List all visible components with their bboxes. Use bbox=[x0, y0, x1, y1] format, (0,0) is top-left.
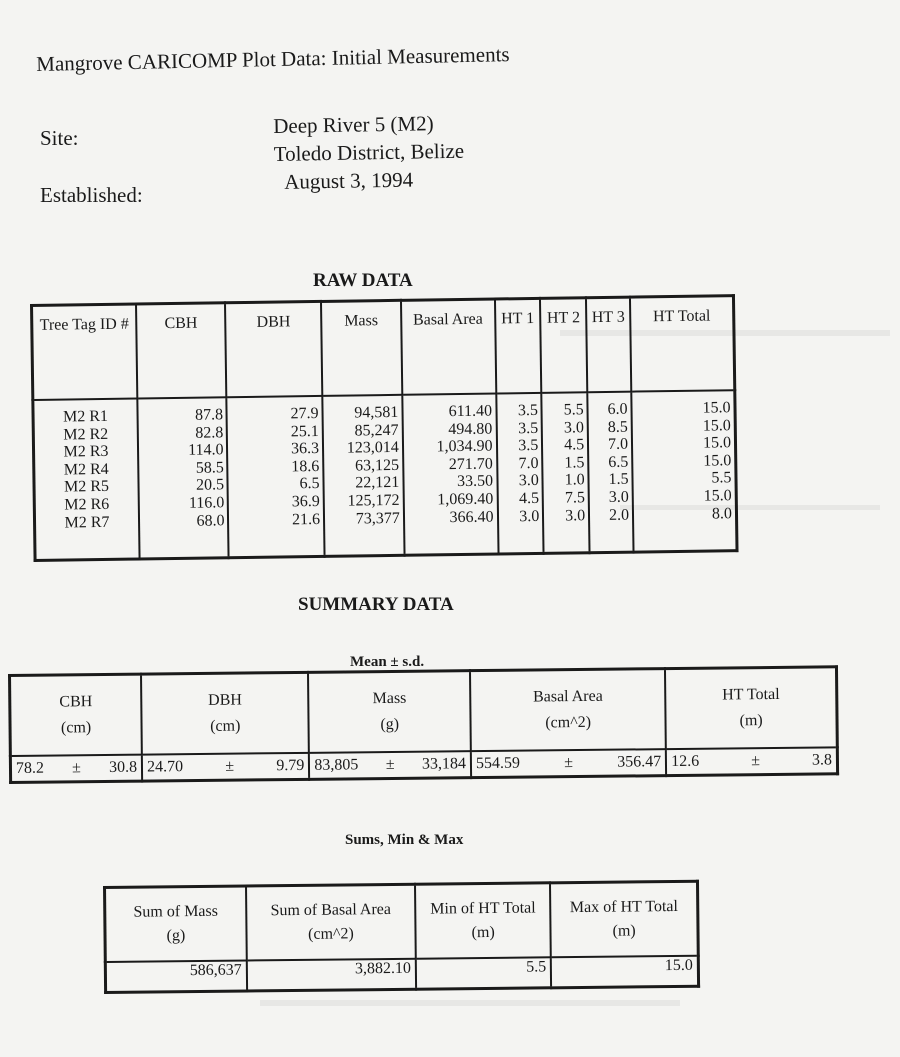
cell: 36.9 bbox=[291, 492, 320, 511]
raw-data-table bbox=[30, 294, 739, 562]
mean-value: 12.6 bbox=[671, 752, 700, 771]
col-dbh bbox=[227, 396, 325, 558]
col-cbh bbox=[137, 397, 229, 559]
summary-header-cbh bbox=[10, 674, 142, 756]
sums-header-min-ht bbox=[415, 883, 551, 959]
cell: 3.5 bbox=[518, 419, 539, 437]
col-name: Sum of Mass bbox=[133, 902, 219, 921]
cell: 8.0 bbox=[711, 504, 733, 523]
col-unit: (cm) bbox=[60, 719, 92, 737]
site-label: Site: bbox=[40, 126, 79, 150]
cell: 7.0 bbox=[518, 454, 539, 472]
col-header-basal-area: Basal Area bbox=[401, 299, 496, 395]
col-basal-area bbox=[402, 394, 498, 556]
col-ht2 bbox=[542, 392, 590, 553]
cell: 73,377 bbox=[355, 509, 400, 528]
sd-value: 30.8 bbox=[108, 758, 138, 776]
summary-table bbox=[8, 665, 839, 784]
mean-value: 24.70 bbox=[146, 758, 184, 776]
cell: 15.0 bbox=[702, 416, 731, 435]
cell: 7.0 bbox=[607, 435, 629, 454]
cell: 123,014 bbox=[346, 439, 399, 457]
cell: 85,247 bbox=[354, 421, 399, 440]
sums-min-max-heading: Sums, Min & Max bbox=[345, 832, 464, 848]
summary-value-cbh bbox=[10, 755, 142, 783]
col-mass bbox=[322, 395, 404, 557]
cell: M2 R7 bbox=[64, 513, 110, 532]
summary-header-dbh bbox=[141, 672, 309, 754]
sums-value-min-ht: 5.5 bbox=[416, 957, 552, 989]
cell: 6.5 bbox=[608, 453, 629, 471]
sd-value: 356.47 bbox=[617, 753, 662, 771]
raw-header-row bbox=[32, 296, 735, 400]
site-name: Deep River 5 (M2) bbox=[273, 111, 434, 138]
cell: 82.8 bbox=[195, 423, 224, 442]
cell: 1,034.90 bbox=[436, 437, 493, 456]
raw-data-body bbox=[33, 390, 737, 560]
cell: M2 R3 bbox=[63, 443, 109, 461]
plus-minus-sign: ± bbox=[385, 755, 395, 774]
col-unit: (m) bbox=[612, 922, 636, 940]
cell: 1.0 bbox=[564, 471, 585, 489]
cell: 15.0 bbox=[703, 452, 732, 470]
col-header-tree-tag: Tree Tag ID # bbox=[32, 304, 138, 400]
established-date: August 3, 1994 bbox=[284, 167, 414, 194]
col-header-mass: Mass bbox=[321, 300, 402, 396]
cell: 4.5 bbox=[564, 436, 585, 454]
cell: 1.5 bbox=[564, 454, 585, 472]
cell: 25.1 bbox=[290, 422, 319, 440]
cell: 94,581 bbox=[354, 403, 399, 422]
col-ht1 bbox=[496, 393, 544, 554]
col-header-dbh: DBH bbox=[225, 301, 322, 397]
summary-value-dbh bbox=[142, 753, 310, 781]
col-name: Max of HT Total bbox=[569, 897, 679, 917]
col-header-ht1: HT 1 bbox=[494, 298, 541, 393]
cell: 7.5 bbox=[564, 489, 586, 507]
cell: 6.5 bbox=[299, 475, 320, 493]
cell: 271.70 bbox=[448, 455, 493, 473]
summary-data-heading: SUMMARY DATA bbox=[298, 594, 454, 615]
cell: 1.5 bbox=[608, 471, 629, 489]
cell: 494.80 bbox=[448, 420, 493, 438]
summary-value-mass bbox=[309, 751, 471, 779]
col-ht3 bbox=[587, 392, 633, 553]
cell: 3.0 bbox=[519, 507, 540, 525]
col-unit: (cm^2) bbox=[308, 925, 354, 943]
col-ht-total bbox=[631, 390, 737, 552]
cell: 8.5 bbox=[607, 418, 628, 436]
mean-value: 554.59 bbox=[475, 754, 521, 773]
cell: 6.0 bbox=[607, 400, 628, 418]
cell: 87.8 bbox=[194, 406, 224, 424]
sums-header-max-ht bbox=[550, 881, 698, 957]
cell: 27.9 bbox=[290, 404, 319, 423]
mean-value: 83,805 bbox=[314, 756, 359, 774]
col-name: Mass bbox=[372, 689, 407, 708]
col-unit: (g) bbox=[166, 927, 186, 945]
cell: 2.0 bbox=[608, 506, 630, 524]
cell: 3.0 bbox=[518, 472, 539, 490]
cell: M2 R5 bbox=[63, 478, 110, 496]
cell: M2 R1 bbox=[62, 407, 109, 426]
cell: 63,125 bbox=[354, 456, 400, 475]
plus-minus-sign: ± bbox=[751, 752, 761, 770]
sums-table bbox=[103, 880, 700, 994]
col-name: CBH bbox=[59, 693, 93, 711]
cell: 3.0 bbox=[563, 418, 585, 437]
cell: M2 R6 bbox=[64, 495, 110, 514]
summary-header-row bbox=[10, 667, 838, 756]
cell: 22,121 bbox=[355, 474, 400, 492]
sums-header-sum-mass bbox=[105, 886, 247, 962]
established-label: Established: bbox=[40, 183, 143, 207]
sd-value: 9.79 bbox=[276, 756, 305, 775]
cell: 18.6 bbox=[291, 457, 320, 476]
plus-minus-sign: ± bbox=[72, 759, 81, 777]
col-header-cbh: CBH bbox=[136, 303, 227, 399]
sums-value-sum-mass: 586,637 bbox=[105, 960, 247, 992]
cell: 21.6 bbox=[291, 510, 321, 528]
cell: 3.5 bbox=[517, 401, 538, 420]
raw-data-heading: RAW DATA bbox=[313, 270, 413, 291]
sd-value: 33,184 bbox=[421, 755, 467, 773]
cell: 15.0 bbox=[703, 487, 732, 505]
cell: 3.0 bbox=[608, 488, 629, 506]
col-unit: (cm^2) bbox=[545, 713, 592, 732]
sums-value-max-ht: 15.0 bbox=[551, 956, 698, 988]
col-name: Sum of Basal Area bbox=[270, 900, 392, 920]
cell: 15.0 bbox=[702, 399, 731, 417]
plus-minus-sign: ± bbox=[564, 754, 574, 772]
cell: 1,069.40 bbox=[437, 490, 494, 509]
summary-header-mass bbox=[308, 671, 470, 753]
sums-header-row bbox=[105, 881, 699, 962]
cell: 68.0 bbox=[196, 511, 225, 530]
cell: 5.5 bbox=[711, 469, 732, 487]
col-header-ht2: HT 2 bbox=[540, 298, 587, 393]
col-name: HT Total bbox=[722, 685, 780, 704]
cell: 33.50 bbox=[456, 472, 494, 491]
cell: 36.3 bbox=[290, 440, 320, 458]
summary-header-ht-total bbox=[665, 667, 837, 749]
sums-value-row bbox=[105, 956, 698, 993]
summary-value-ht-total bbox=[666, 747, 837, 775]
col-unit: (g) bbox=[380, 715, 400, 734]
cell: 611.40 bbox=[448, 402, 493, 421]
summary-header-basal-area bbox=[470, 669, 666, 752]
cell: M2 R2 bbox=[63, 425, 109, 444]
cell: 20.5 bbox=[195, 476, 225, 495]
cell: 116.0 bbox=[188, 494, 225, 512]
cell: 114.0 bbox=[188, 441, 224, 459]
mean-value: 78.2 bbox=[15, 759, 45, 777]
cell: 3.0 bbox=[565, 506, 586, 525]
sums-header-sum-basal-area bbox=[246, 884, 416, 960]
col-unit: (cm) bbox=[210, 717, 241, 735]
cell: M2 R4 bbox=[63, 460, 109, 479]
col-name: Basal Area bbox=[532, 687, 603, 706]
cell: 4.5 bbox=[518, 489, 540, 508]
col-header-ht-total: HT Total bbox=[630, 296, 735, 392]
mean-sd-subheading: Mean ± s.d. bbox=[350, 654, 425, 670]
cell: 5.5 bbox=[563, 401, 584, 419]
summary-value-basal-area bbox=[471, 749, 667, 778]
cell: 15.0 bbox=[702, 434, 732, 452]
col-unit: (m) bbox=[739, 712, 763, 730]
cell: 366.40 bbox=[449, 508, 494, 526]
col-unit: (m) bbox=[471, 923, 495, 942]
sd-value: 3.8 bbox=[811, 751, 833, 769]
site-location: Toledo District, Belize bbox=[273, 138, 465, 166]
plus-minus-sign: ± bbox=[225, 757, 235, 775]
document-title: Mangrove CARICOMP Plot Data: Initial Measurements bbox=[36, 42, 510, 76]
col-name: Min of HT Total bbox=[430, 899, 536, 918]
site-details bbox=[273, 109, 465, 196]
col-header-ht3: HT 3 bbox=[586, 297, 631, 392]
cell: 125,172 bbox=[347, 491, 400, 510]
col-name: DBH bbox=[208, 691, 242, 709]
cell: 3.5 bbox=[518, 437, 539, 455]
col-tree-tag bbox=[33, 399, 140, 561]
cell: 58.5 bbox=[195, 459, 224, 477]
sums-value-sum-basal-area: 3,882.10 bbox=[247, 959, 416, 991]
